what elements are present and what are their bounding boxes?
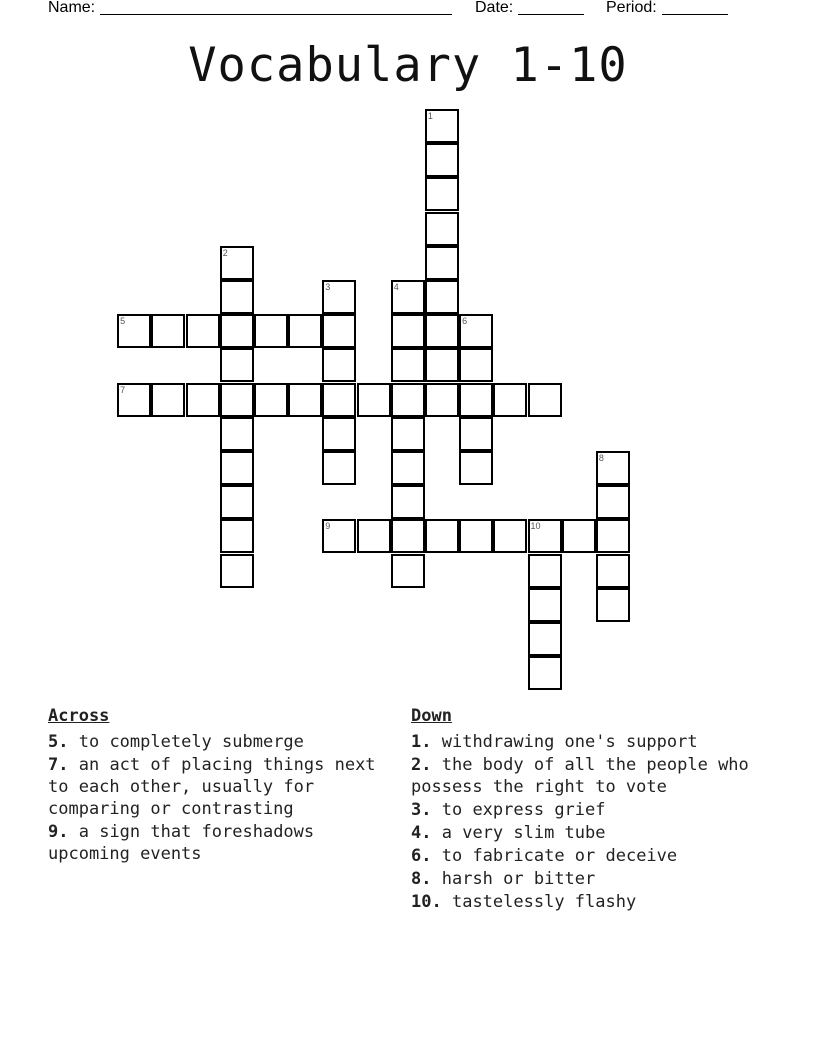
grid-cell[interactable] (596, 519, 630, 553)
down-clue (411, 891, 781, 913)
clue-number-label: 8 (598, 453, 604, 463)
clue-number: 6. (411, 846, 432, 866)
clue-number-label: 6 (462, 316, 468, 327)
clue-number-label: 1 (427, 111, 433, 121)
clue-number-label: 5 (120, 316, 126, 327)
down-clue (411, 799, 781, 821)
grid-cell[interactable] (425, 177, 459, 211)
down-clue (411, 868, 781, 890)
clue-text: harsh or bitter (441, 869, 596, 889)
grid-cell[interactable] (220, 554, 254, 588)
across-clues (48, 705, 398, 866)
grid-cell[interactable] (322, 348, 356, 382)
grid-cell[interactable] (425, 314, 459, 348)
grid-cell[interactable] (459, 417, 493, 451)
grid-cell[interactable] (425, 212, 459, 246)
clue-text: an act of placing things next to each other, usually for comparing or contrasting (48, 755, 376, 819)
clue-number: 7. (48, 755, 69, 775)
grid-cell[interactable] (596, 554, 630, 588)
clue-text: withdrawing one's support (441, 732, 698, 752)
across-clue-list (48, 731, 398, 865)
grid-cell[interactable] (220, 348, 254, 382)
grid-cell[interactable] (596, 588, 630, 622)
grid-cell[interactable] (562, 519, 596, 553)
grid-cell[interactable] (596, 451, 630, 485)
grid-cell[interactable] (459, 314, 493, 348)
clue-number: 4. (411, 823, 432, 843)
down-heading: Down (411, 706, 452, 726)
grid-cell[interactable] (459, 383, 493, 417)
clue-text: the body of all the people who possess the right to vote (411, 755, 749, 797)
grid-cell[interactable] (528, 588, 562, 622)
grid-cell[interactable] (220, 485, 254, 519)
grid-cell[interactable] (117, 314, 151, 348)
clue-text: to completely submerge (78, 732, 304, 752)
clue-number-label: 2 (222, 247, 228, 258)
name-label: Name: (48, 0, 96, 16)
grid-cell[interactable] (322, 451, 356, 485)
grid-cell[interactable] (151, 314, 185, 348)
grid-cell[interactable] (391, 554, 425, 588)
down-clue (411, 731, 781, 753)
down-clue (411, 754, 781, 798)
grid-cell[interactable] (220, 417, 254, 451)
across-clue (48, 754, 398, 820)
grid-cell[interactable] (391, 383, 425, 417)
grid-cell[interactable] (254, 383, 288, 417)
grid-cell[interactable] (151, 383, 185, 417)
grid-cell[interactable] (391, 417, 425, 451)
grid-cell[interactable] (459, 451, 493, 485)
clue-number-label: 9 (325, 521, 331, 532)
grid-cell[interactable] (220, 280, 254, 314)
clue-text: to fabricate or deceive (441, 846, 678, 866)
grid-cell[interactable] (425, 143, 459, 177)
across-heading: Across (48, 706, 110, 726)
grid-cell[interactable] (322, 314, 356, 348)
grid-cell[interactable] (288, 383, 322, 417)
clue-number: 5. (48, 732, 69, 752)
grid-cell[interactable] (596, 485, 630, 519)
period-label: Period: (606, 0, 657, 16)
grid-cell[interactable] (357, 519, 391, 553)
grid-cell[interactable] (425, 519, 459, 553)
grid-cell[interactable] (528, 656, 562, 690)
grid-cell[interactable] (425, 246, 459, 280)
grid-cell[interactable] (459, 519, 493, 553)
grid-cell[interactable] (117, 383, 151, 417)
grid-cell[interactable] (391, 485, 425, 519)
grid-cell[interactable] (220, 451, 254, 485)
grid-cell[interactable] (391, 519, 425, 553)
grid-cell[interactable] (391, 280, 425, 314)
grid-cell[interactable] (459, 348, 493, 382)
grid-cell[interactable] (220, 246, 254, 280)
clue-text: to express grief (441, 800, 606, 820)
grid-cell[interactable] (528, 622, 562, 656)
clue-number-label: 7 (120, 384, 126, 395)
date-label: Date: (475, 0, 514, 16)
grid-cell[interactable] (322, 280, 356, 314)
grid-cell[interactable] (288, 314, 322, 348)
clue-number: 8. (411, 869, 432, 889)
grid-cell[interactable] (322, 417, 356, 451)
grid-cell[interactable] (528, 519, 562, 553)
grid-cell[interactable] (254, 314, 288, 348)
grid-cell[interactable] (391, 314, 425, 348)
grid-cell[interactable] (391, 451, 425, 485)
clue-number: 2. (411, 755, 432, 775)
grid-cell[interactable] (493, 383, 527, 417)
grid-cell[interactable] (391, 348, 425, 382)
grid-cell[interactable] (220, 383, 254, 417)
grid-cell[interactable] (220, 519, 254, 553)
down-clue (411, 845, 781, 867)
grid-cell[interactable] (186, 314, 220, 348)
clue-number-label: 10 (530, 521, 541, 532)
grid-cell[interactable] (493, 519, 527, 553)
clue-text: a sign that foreshadows upcoming events (48, 822, 315, 864)
grid-cell[interactable] (425, 348, 459, 382)
clue-number: 1. (411, 732, 432, 752)
down-clues (411, 705, 781, 914)
grid-cell[interactable] (322, 383, 356, 417)
down-clue-list (411, 731, 781, 913)
grid-cell[interactable] (425, 280, 459, 314)
grid-cell[interactable] (322, 519, 356, 553)
grid-cell[interactable] (528, 554, 562, 588)
clue-number: 10. (411, 892, 442, 912)
grid-cell[interactable] (186, 383, 220, 417)
clue-number: 3. (411, 800, 432, 820)
clue-number-label: 4 (393, 282, 399, 292)
grid-cell[interactable] (528, 383, 562, 417)
page-title: Vocabulary 1-10 (188, 38, 628, 93)
across-clue (48, 731, 398, 753)
grid-cell[interactable] (220, 314, 254, 348)
clue-text: a very slim tube (441, 823, 606, 843)
grid-cell[interactable] (425, 109, 459, 143)
grid-cell[interactable] (357, 383, 391, 417)
grid-cell[interactable] (425, 383, 459, 417)
clue-number: 9. (48, 822, 69, 842)
across-clue (48, 821, 398, 865)
clue-text: tastelessly flashy (451, 892, 637, 912)
down-clue (411, 822, 781, 844)
clue-number-label: 3 (325, 282, 331, 292)
